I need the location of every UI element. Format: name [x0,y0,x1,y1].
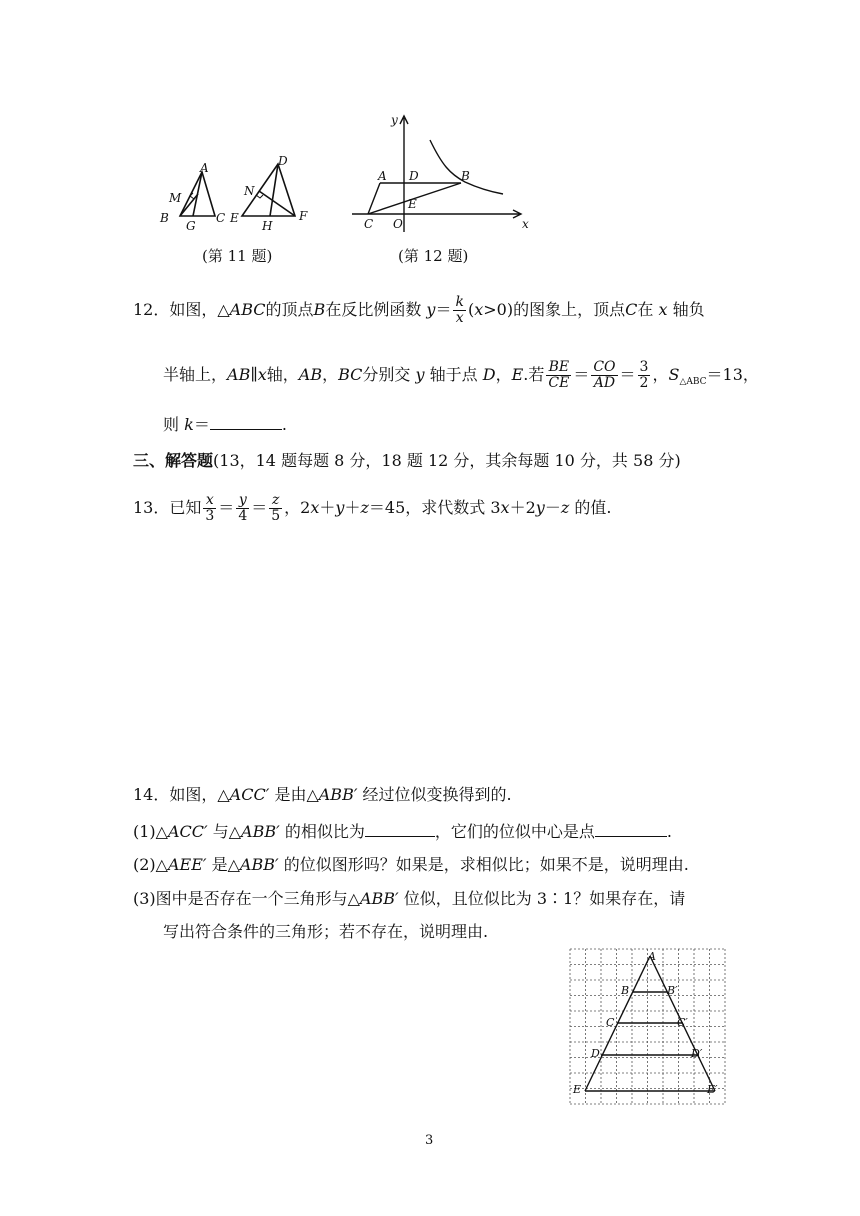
q12-answer-blank[interactable] [210,415,282,430]
q14-center-blank[interactable] [595,822,667,837]
fig14-label-D-prime: D′ [691,1047,703,1060]
q13-fraction-z-5: $\frac{z}{5}$ [271,492,281,524]
q12-fraction-be-ce: $\frac{BE}{CE}$ [548,359,570,391]
fig11-label-M: M [169,191,182,205]
q12-line1: 12．如图，△ABC的顶点B在反比例函数 y＝ $\frac{k}{x}$ (x>0)的图象上，顶点C在 x 轴负 [133,294,705,326]
fig11-label-E: E [230,211,239,225]
q13-fraction-y-4: $\frac{y}{4}$ [238,492,248,524]
fig11-label-F: F [299,209,308,223]
fig12-caption: (第 12 题) [398,247,469,265]
fig11-label-B: B [160,211,169,225]
fig14-label-C-prime: C′ [677,1016,688,1029]
section3-title: 三、解答题 [133,451,214,470]
fig14-label-E-prime: E′ [707,1083,718,1096]
fig12-label-y: y [391,113,398,127]
fig12-label-D: D [409,169,419,183]
section3-desc: (13，14 题每题 8 分，18 题 12 分，其余每题 10 分，共 58 分) [213,451,681,470]
fig14-label-A: A [648,950,656,963]
fig11-label-C: C [216,211,226,225]
fig11-label-N: N [244,184,255,198]
q12-fraction-3-2: $\frac{3}{2}$ [639,359,649,391]
fig12-label-E: E [408,197,417,211]
q12-fraction-co-ad: $\frac{CO}{AD}$ [593,359,616,391]
q13-fraction-x-3: $\frac{x}{3}$ [205,492,215,524]
fig14-label-B: B [621,984,630,997]
q14-part3-cont: 写出符合条件的三角形；若不存在，说明理由. [163,922,489,941]
q14-ratio-blank[interactable] [365,822,435,837]
fig12-label-C: C [364,217,374,231]
figure-14-grid [568,947,726,1109]
figure-12 [350,110,535,235]
fig11-label-D: D [278,154,288,168]
fig11-caption: (第 11 题) [202,247,273,265]
fig12-label-A: A [378,169,387,183]
fig12-label-B: B [461,169,470,183]
fig14-label-D: D [591,1047,600,1060]
fig11-label-A: A [200,161,209,175]
fig12-label-x: x [522,217,529,231]
q14-part3: (3)图中是否存在一个三角形与△ABB′ 位似，且位似比为 3∶1？如果存在，请 [133,889,686,908]
fig11-label-G: G [186,219,196,233]
q14-part1: (1)△ACC′ 与△ABB′ 的相似比为 ，它们的位似中心是点 . [133,822,672,841]
q14-line1: 14．如图，△ACC′ 是由△ABB′ 经过位似变换得到的. [133,785,512,804]
fig11-label-H: H [262,219,273,233]
section3-heading [133,451,681,471]
page-number: 3 [425,1133,434,1148]
fig14-label-B-prime: B′ [667,984,678,997]
q12-fraction-k-over-x: $\frac{k}{x}$ [455,294,464,326]
q12-line2: 半轴上，AB∥x轴，AB，BC分别交 y 轴于点 D，E.若 $\frac{BE}{CE}$ ＝ $\frac{CO}{AD}$ ＝ $\frac{3}{2}$ ，$S_{\triangle ABC}=13$， [163,359,759,391]
fig14-label-E: E [573,1083,582,1096]
fig12-label-O: O [393,217,403,231]
q12-line3: 则 k＝ . [163,415,287,434]
q14-part2: (2)△AEE′ 是△ABB′ 的位似图形吗？如果是，求相似比；如果不是，说明理由. [133,855,689,874]
fig14-label-C: C [606,1016,615,1029]
figure-11 [150,150,330,240]
q13-text: 13．已知 $\frac{x}{3}$ ＝ $\frac{y}{4}$ ＝ $\frac{z}{5}$ ，2x＋y＋z＝45，求代数式 3x＋2y－z 的值. [133,492,612,524]
